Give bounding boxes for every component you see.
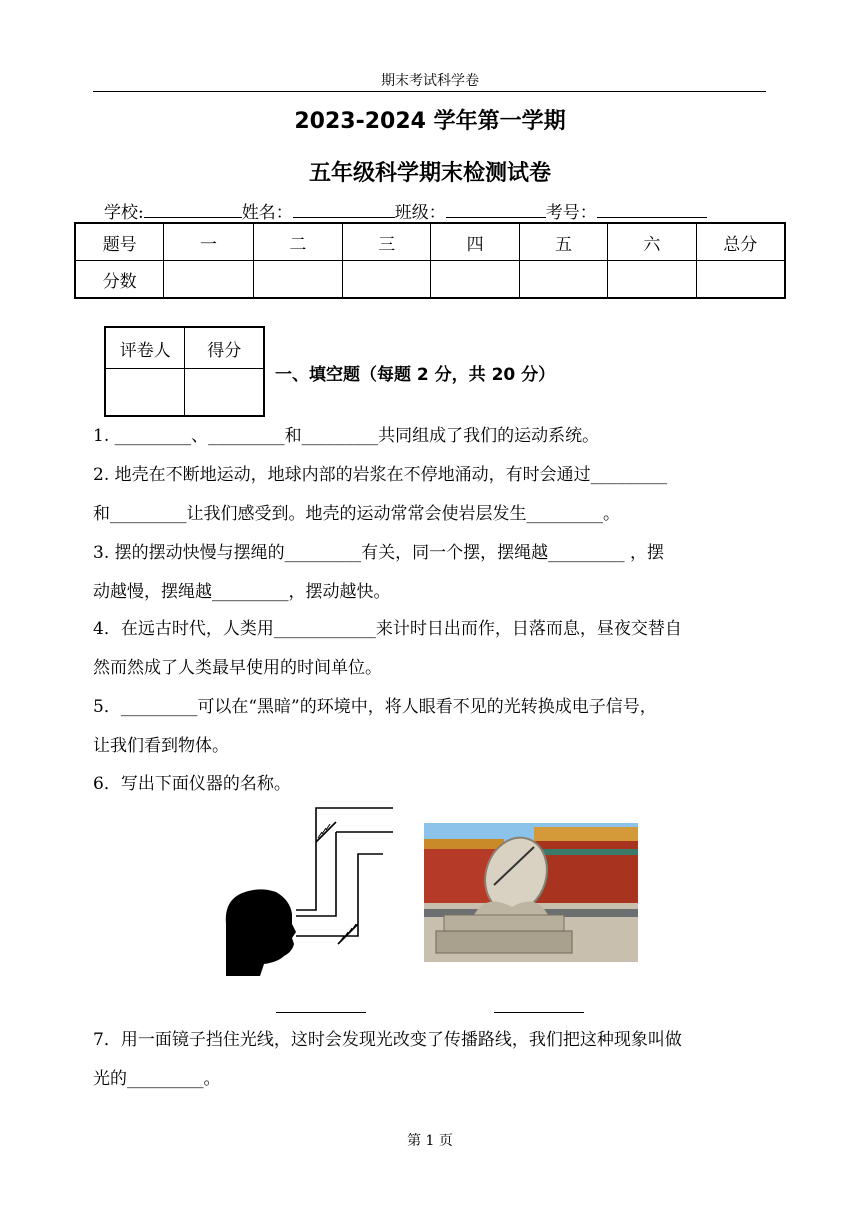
section-title: 一、填空题（每题 2 分，共 20 分） bbox=[275, 365, 556, 385]
question-1: 1. _________、_________和_________共同组成了我们的运动系统。 bbox=[93, 426, 600, 446]
exam-title-year: 2023-2024 学年第一学期 bbox=[294, 109, 566, 134]
score-table bbox=[74, 222, 786, 299]
score-row-label: 分数 bbox=[75, 261, 164, 299]
score-header-cell: 五 bbox=[519, 223, 607, 261]
exam-no-label: 考号： bbox=[545, 203, 597, 223]
score-cell[interactable] bbox=[343, 261, 431, 299]
question-3-line2: 动越慢，摆绳越_________，摆动越快。 bbox=[93, 582, 391, 602]
grader-cell[interactable] bbox=[105, 369, 185, 417]
score-header-cell: 六 bbox=[608, 223, 696, 261]
score-cell[interactable] bbox=[253, 261, 342, 299]
score-header-cell: 一 bbox=[164, 223, 253, 261]
class-label: 班级： bbox=[394, 203, 446, 223]
student-info-line bbox=[104, 198, 707, 223]
grader-score-label: 得分 bbox=[185, 327, 264, 369]
exam-no-blank[interactable] bbox=[597, 201, 707, 218]
header-rule bbox=[93, 91, 766, 92]
score-header-cell: 总分 bbox=[696, 223, 785, 261]
mirror-hatching bbox=[318, 824, 356, 942]
periscope-inner bbox=[296, 854, 383, 936]
sundial-photo bbox=[424, 823, 638, 962]
periscope-answer-blank[interactable] bbox=[276, 1012, 366, 1013]
score-header-cell: 二 bbox=[253, 223, 342, 261]
page-footer: 第 1 页 bbox=[407, 1133, 453, 1149]
score-table-header-row bbox=[75, 223, 785, 261]
score-cell[interactable] bbox=[696, 261, 785, 299]
question-5-line2: 让我们看到物体。 bbox=[93, 736, 229, 756]
score-cell[interactable] bbox=[519, 261, 607, 299]
question-4-line2: 然而然成了人类最早使用的时间单位。 bbox=[93, 658, 382, 678]
sundial-answer-blank[interactable] bbox=[494, 1012, 584, 1013]
school-label: 学校: bbox=[104, 203, 144, 223]
score-cell[interactable] bbox=[164, 261, 253, 299]
question-5-line1: 5．_________可以在“黑暗”的环境中，将人眼看不见的光转换成电子信号， bbox=[93, 697, 657, 717]
score-cell[interactable] bbox=[608, 261, 696, 299]
name-label: 姓名： bbox=[241, 203, 293, 223]
score-header-cell: 三 bbox=[343, 223, 431, 261]
grader-label: 评卷人 bbox=[105, 327, 185, 369]
school-blank[interactable] bbox=[144, 201, 242, 218]
question-4-line1: 4．在远古时代，人类用____________来计时日出而作，日落而息，昼夜交替自 bbox=[93, 619, 682, 639]
grader-score-cell[interactable] bbox=[185, 369, 264, 417]
name-blank[interactable] bbox=[293, 201, 395, 218]
periscope-diagram bbox=[218, 806, 398, 978]
question-3-line1: 3. 摆的摆动快慢与摆绳的_________有关，同一个摆，摆绳越_________ ，摆 bbox=[93, 543, 665, 563]
question-2-line1: 2. 地壳在不断地运动，地球内部的岩浆在不停地涌动，有时会通过_________ bbox=[93, 465, 668, 485]
grader-table bbox=[104, 326, 265, 417]
question-7-line1: 7．用一面镜子挡住光线，这时会发现光改变了传播路线，我们把这种现象叫做 bbox=[93, 1030, 682, 1050]
question-6: 6．写出下面仪器的名称。 bbox=[93, 774, 291, 794]
score-header-cell: 题号 bbox=[75, 223, 164, 261]
class-blank[interactable] bbox=[446, 201, 546, 218]
question-7-line2: 光的_________。 bbox=[93, 1069, 221, 1089]
score-header-cell: 四 bbox=[431, 223, 519, 261]
periscope-outer bbox=[296, 808, 393, 910]
score-table-score-row bbox=[75, 261, 785, 299]
page-header: 期末考试科学卷 bbox=[381, 73, 479, 89]
score-cell[interactable] bbox=[431, 261, 519, 299]
exam-title: 五年级科学期末检测试卷 bbox=[308, 161, 551, 186]
question-2-line2: 和_________让我们感受到。地壳的运动常常会使岩层发生_________。 bbox=[93, 504, 620, 524]
